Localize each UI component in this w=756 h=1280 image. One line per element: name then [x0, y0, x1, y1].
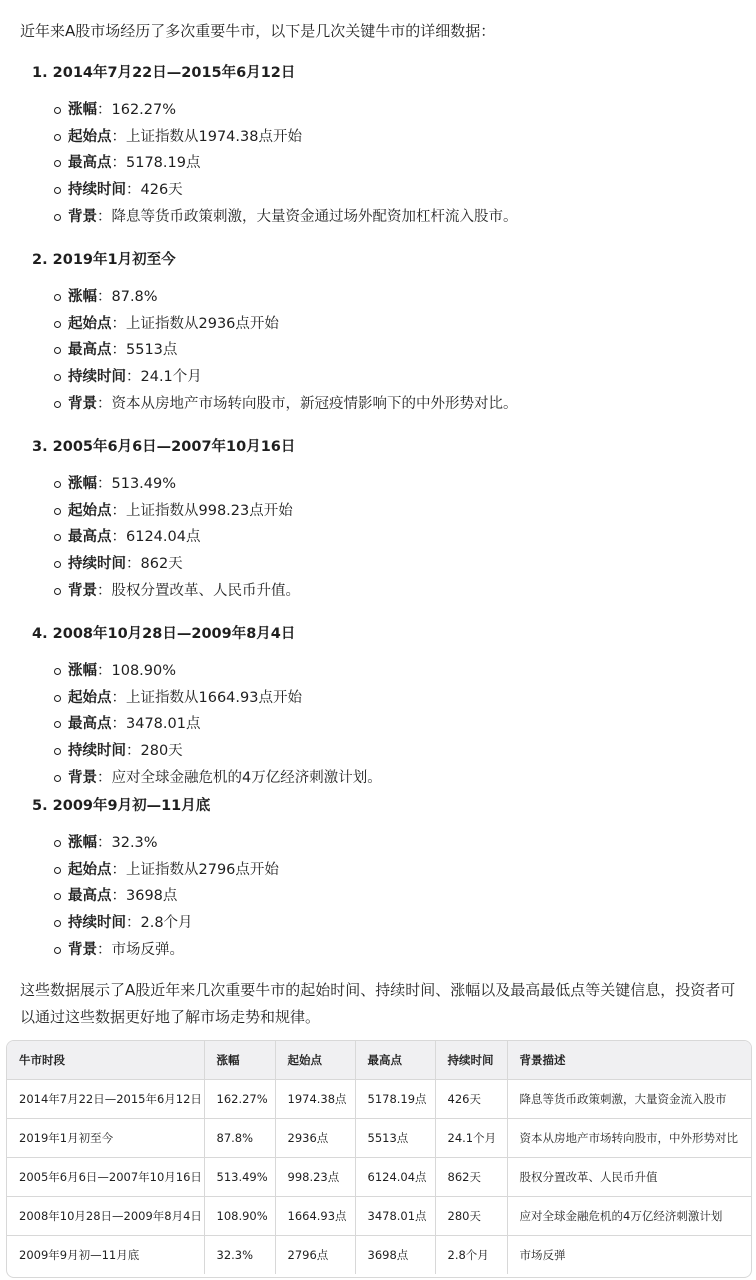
table-cell: 2936点: [275, 1119, 355, 1158]
circle-bullet-icon: [54, 695, 61, 702]
section-item-list: [32, 658, 732, 791]
item-key: 最高点: [68, 342, 112, 359]
table-cell: 应对全球金融危机的4万亿经济刺激计划: [507, 1197, 751, 1236]
list-item: [32, 284, 732, 311]
item-value: ：3698点: [111, 888, 178, 905]
item-key: 最高点: [68, 155, 112, 172]
list-item: [32, 551, 732, 578]
table-cell: 2005年6月6日—2007年10月16日: [7, 1158, 204, 1197]
item-key: 背景: [68, 582, 97, 599]
circle-bullet-icon: [54, 508, 61, 515]
summary-text: 这些数据展示了A股近年来几次重要牛市的起始时间、持续时间、涨幅以及最高最低点等关键信息，投资者可以通过这些数据更好地了解市场走势和规律。: [20, 981, 736, 1026]
item-value: ：2.8个月: [126, 915, 193, 932]
item-value: ：5178.19点: [111, 155, 201, 172]
circle-bullet-icon: [54, 840, 61, 847]
item-key: 背景: [68, 941, 97, 958]
item-value: ：32.3%: [97, 835, 158, 851]
item-value: ：426天: [126, 182, 183, 199]
table-cell: 降息等货币政策刺激，大量资金流入股市: [507, 1080, 751, 1119]
item-key: 涨幅: [68, 476, 97, 492]
table-cell: 3478.01点: [355, 1197, 435, 1236]
circle-bullet-icon: [54, 721, 61, 728]
table-cell: 市场反弹: [519, 1248, 566, 1262]
item-key: 起始点: [68, 689, 112, 706]
item-key: 涨幅: [68, 835, 97, 851]
table-cell: 1974.38点: [275, 1080, 355, 1119]
list-item: [32, 765, 732, 792]
table-cell: 513.49%: [204, 1158, 275, 1197]
column-header: 背景描述: [507, 1041, 751, 1080]
column-header: 持续时间: [435, 1041, 507, 1080]
bull-market-section: [32, 795, 732, 963]
bull-market-section: [32, 436, 732, 604]
item-value: ：280天: [126, 743, 183, 760]
circle-bullet-icon: [54, 321, 61, 328]
table-row: [7, 1080, 751, 1119]
section-item-list: [32, 97, 732, 230]
circle-bullet-icon: [54, 668, 61, 675]
circle-bullet-icon: [54, 748, 61, 755]
circle-bullet-icon: [54, 534, 61, 541]
section-title: 4. 2008年10月28日—2009年8月4日: [32, 626, 296, 642]
table-cell: 280天: [435, 1197, 507, 1236]
list-item: [32, 364, 732, 391]
list-item: [32, 204, 732, 231]
list-item: [32, 738, 732, 765]
item-value: ：上证指数从2796点开始: [111, 861, 279, 878]
table-cell: 2796点: [275, 1236, 355, 1275]
circle-bullet-icon: [54, 947, 61, 954]
circle-bullet-icon: [54, 481, 61, 488]
table-cell: 108.90%: [204, 1197, 275, 1236]
section-title: 2. 2019年1月初至今: [32, 252, 176, 268]
table-cell: 股权分置改革、人民币升值: [507, 1158, 751, 1197]
list-item: [32, 578, 732, 605]
circle-bullet-icon: [54, 294, 61, 301]
column-header: 起始点: [275, 1041, 355, 1080]
table-cell: 87.8%: [204, 1119, 275, 1158]
list-item: [32, 97, 732, 124]
item-key: 涨幅: [68, 289, 97, 305]
bull-market-section: [32, 249, 732, 417]
section-title: 5. 2009年9月初—11月底: [32, 798, 211, 814]
section-item-list: [32, 830, 732, 963]
table-cell: 162.27%: [204, 1080, 275, 1119]
circle-bullet-icon: [54, 214, 61, 221]
list-item: [32, 658, 732, 685]
item-value: ：513.49%: [97, 476, 177, 492]
item-value: ：股权分置改革、人民币升值。: [97, 582, 300, 599]
circle-bullet-icon: [54, 374, 61, 381]
bull-market-section: [32, 62, 732, 230]
item-value: ：5513点: [111, 342, 178, 359]
section-title: 1. 2014年7月22日—2015年6月12日: [32, 65, 296, 81]
list-item: [32, 937, 732, 964]
item-value: ：6124.04点: [111, 529, 201, 546]
item-key: 涨幅: [68, 102, 97, 118]
circle-bullet-icon: [54, 107, 61, 114]
list-item: [32, 471, 732, 498]
list-item: [32, 177, 732, 204]
item-value: ：资本从房地产市场转向股市，新冠疫情影响下的中外形势对比。: [97, 395, 518, 412]
item-value: ：162.27%: [97, 102, 177, 118]
table-cell: 2019年1月初至今: [7, 1119, 204, 1158]
list-item: [32, 524, 732, 551]
item-key: 最高点: [68, 716, 112, 733]
table-cell: 1664.93点: [275, 1197, 355, 1236]
table-cell: 24.1个月: [435, 1119, 507, 1158]
item-key: 持续时间: [68, 369, 126, 386]
table-cell: 5178.19点: [355, 1080, 435, 1119]
circle-bullet-icon: [54, 867, 61, 874]
item-key: 起始点: [68, 861, 112, 878]
table-cell: 2.8个月: [435, 1236, 507, 1275]
table-row: [7, 1236, 751, 1275]
table-cell: 资本从房地产市场转向股市，中外形势对比: [507, 1119, 751, 1158]
item-value: ：862天: [126, 556, 183, 573]
circle-bullet-icon: [54, 775, 61, 782]
list-item: [32, 711, 732, 738]
item-value: ：市场反弹。: [97, 941, 184, 958]
table-cell: 3698点: [355, 1236, 435, 1275]
circle-bullet-icon: [54, 401, 61, 408]
list-item: [32, 311, 732, 338]
circle-bullet-icon: [54, 187, 61, 194]
item-value: ：降息等货币政策刺激，大量资金通过场外配资加杠杆流入股市。: [97, 208, 518, 225]
column-header: 牛市时段: [7, 1041, 204, 1080]
item-value: ：上证指数从1974.38点开始: [111, 128, 302, 145]
list-item: [32, 830, 732, 857]
circle-bullet-icon: [54, 561, 61, 568]
item-key: 涨幅: [68, 663, 97, 679]
table-row: [7, 1158, 751, 1197]
list-item: [32, 391, 732, 418]
list-item: [32, 910, 732, 937]
table-row: [7, 1119, 751, 1158]
section-item-list: [32, 471, 732, 604]
section-item-list: [32, 284, 732, 417]
table-cell: 2009年9月初—11月底: [7, 1236, 204, 1275]
table-cell: 5513点: [355, 1119, 435, 1158]
item-value: ：应对全球金融危机的4万亿经济刺激计划。: [97, 769, 382, 786]
table-cell: 2014年7月22日—2015年6月12日: [7, 1080, 204, 1119]
item-key: 起始点: [68, 315, 112, 332]
item-key: 持续时间: [68, 556, 126, 573]
table-cell: 6124.04点: [355, 1158, 435, 1197]
table-cell: 998.23点: [275, 1158, 355, 1197]
table-body: [7, 1080, 751, 1275]
circle-bullet-icon: [54, 893, 61, 900]
column-header: 最高点: [355, 1041, 435, 1080]
item-value: ：上证指数从2936点开始: [111, 315, 279, 332]
intro-text: 近年来A股市场经历了多次重要牛市，以下是几次关键牛市的详细数据：: [20, 22, 496, 40]
table-header-row: [7, 1041, 751, 1080]
item-key: 最高点: [68, 888, 112, 905]
table-cell: 2008年10月28日—2009年8月4日: [7, 1197, 204, 1236]
item-key: 背景: [68, 769, 97, 786]
item-key: 最高点: [68, 529, 112, 546]
item-key: 持续时间: [68, 743, 126, 760]
item-key: 背景: [68, 395, 97, 412]
list-item: [32, 498, 732, 525]
item-value: ：108.90%: [97, 663, 177, 679]
data-table: [7, 1041, 751, 1274]
column-header: 涨幅: [204, 1041, 275, 1080]
bull-market-section: [32, 623, 732, 791]
table-cell: 32.3%: [204, 1236, 275, 1275]
circle-bullet-icon: [54, 160, 61, 167]
section-title: 3. 2005年6月6日—2007年10月16日: [32, 439, 296, 455]
item-key: 起始点: [68, 502, 112, 519]
bull-market-table: [6, 1040, 752, 1278]
item-value: ：上证指数从1664.93点开始: [111, 689, 302, 706]
list-item: [32, 685, 732, 712]
table-cell: 426天: [435, 1080, 507, 1119]
item-key: 持续时间: [68, 915, 126, 932]
item-key: 背景: [68, 208, 97, 225]
list-item: [32, 883, 732, 910]
list-item: [32, 857, 732, 884]
list-item: [32, 337, 732, 364]
list-item: [32, 124, 732, 151]
item-key: 起始点: [68, 128, 112, 145]
item-value: ：24.1个月: [126, 369, 202, 386]
table-row: [7, 1197, 751, 1236]
circle-bullet-icon: [54, 588, 61, 595]
list-item: [32, 150, 732, 177]
circle-bullet-icon: [54, 920, 61, 927]
circle-bullet-icon: [54, 134, 61, 141]
item-value: ：87.8%: [97, 289, 158, 305]
item-key: 持续时间: [68, 182, 126, 199]
item-value: ：3478.01点: [111, 716, 201, 733]
table-cell: 862天: [435, 1158, 507, 1197]
item-value: ：上证指数从998.23点开始: [111, 502, 293, 519]
circle-bullet-icon: [54, 347, 61, 354]
